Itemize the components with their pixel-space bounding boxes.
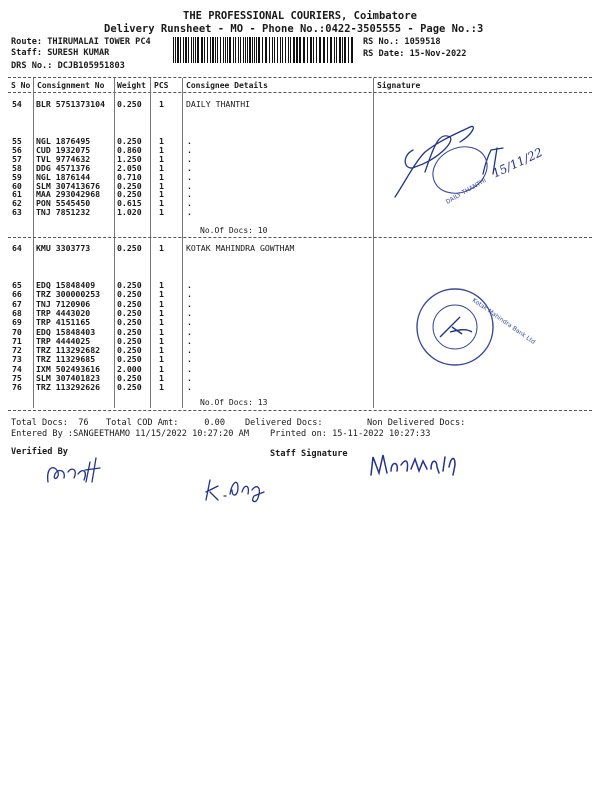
row-weight: 1.250	[117, 153, 142, 164]
row-sno: 59	[12, 171, 22, 182]
consignee-dot: .	[187, 144, 192, 155]
row-sno: 71	[12, 335, 22, 346]
row-pcs: 1	[159, 326, 164, 337]
row-sno: 56	[12, 144, 22, 155]
route: Route: THIRUMALAI TOWER PC4	[11, 37, 151, 47]
row-consignment-no: TRZ 113292626	[36, 382, 101, 393]
row-sno: 70	[12, 326, 22, 337]
row-weight: 0.615	[117, 198, 142, 209]
daily-thanthi-stamp-text: DAILY THANTHI	[444, 177, 488, 206]
row-sno: 76	[12, 382, 22, 393]
barcode-bar	[252, 37, 253, 63]
barcode-bar	[316, 37, 317, 63]
row-consignment-no: SLM 307413676	[36, 180, 101, 191]
consignee-dot: .	[187, 345, 192, 356]
barcode-bar	[225, 37, 226, 63]
row-sno: 60	[12, 180, 22, 191]
barcode-bar	[351, 37, 353, 63]
consignee-dot: .	[187, 198, 192, 209]
barcode-bar	[233, 37, 234, 63]
barcode-bar	[272, 37, 273, 63]
row-consignment-no: NGL 1876144	[36, 171, 91, 182]
barcode-bar	[197, 37, 199, 63]
row-sno: 62	[12, 198, 22, 209]
barcode-bar	[296, 37, 298, 63]
row-consignment-no: TRP 4151165	[36, 317, 91, 328]
barcode-bar	[217, 37, 218, 63]
row-pcs: 1	[159, 289, 164, 300]
row-consignment-no: MAA 293042968	[36, 189, 101, 200]
runsheet-title: Delivery Runsheet - MO - Phone No.:0422-3505555 - Page No.:3	[104, 23, 484, 35]
consignee-dot: .	[187, 317, 192, 328]
total-docs: Total Docs: 76	[11, 418, 89, 428]
consignee-dot: .	[187, 335, 192, 346]
barcode-bar	[185, 37, 187, 63]
handwritten-date: 15/11/22	[490, 145, 545, 181]
barcode-bar	[323, 37, 325, 63]
barcode-bar	[327, 37, 328, 63]
barcode-bar	[193, 37, 194, 63]
row-pcs: 1	[159, 144, 164, 155]
row-sno: 74	[12, 363, 22, 374]
row-weight: 2.000	[117, 363, 142, 374]
staff-signature	[198, 470, 278, 510]
row-weight: 2.050	[117, 162, 142, 173]
row-sno: 67	[12, 298, 22, 309]
consignee-dot: .	[187, 363, 192, 374]
barcode-bar	[265, 37, 267, 63]
consignee-dot: .	[187, 207, 192, 218]
row-weight: 0.250	[117, 136, 142, 146]
consignee-dot: .	[187, 373, 192, 383]
barcode-bar	[330, 37, 332, 63]
row-sno: 61	[12, 189, 22, 200]
row-consignment-no: DDG 4571376	[36, 162, 91, 173]
row-weight: 0.250	[117, 373, 142, 383]
row-pcs: 1	[159, 335, 164, 346]
row-consignment-no: CUD 1932075	[36, 144, 91, 155]
row-weight: 0.250	[117, 280, 142, 290]
barcode-bar	[220, 37, 221, 63]
entered-by: Entered By :SANGEETHAMO 11/15/2022 10:27:20 AM	[11, 429, 249, 439]
consignee-dot: .	[187, 326, 192, 337]
row-pcs: 1	[159, 382, 164, 393]
row-sno: 72	[12, 345, 22, 356]
row-consignment-no: TNJ 7120906	[36, 298, 91, 309]
row-pcs: 1	[159, 373, 164, 383]
drs-number: DRS No.: DCJB105951803	[11, 61, 125, 71]
table-row: 54 BLR 5751373104 0.250 1 DAILY THANTHI	[12, 99, 251, 109]
row-sno: 75	[12, 373, 22, 383]
column-weight: Weight	[117, 81, 146, 90]
row-pcs: 1	[159, 136, 164, 146]
row-pcs: 1	[159, 207, 164, 218]
row-weight: 0.250	[117, 189, 142, 200]
row-weight: 0.250	[117, 180, 142, 191]
consignee-dot: .	[187, 171, 192, 182]
barcode-bar	[277, 37, 278, 63]
barcode-bar	[254, 37, 255, 63]
row-pcs: 1	[159, 345, 164, 356]
row-weight: 0.250	[117, 345, 142, 356]
barcode-bar	[303, 37, 305, 63]
consignee-dot: .	[187, 189, 192, 200]
rs-number: RS No.: 1059518	[363, 37, 441, 47]
row-sno: 65	[12, 280, 22, 290]
row-weight: 0.250	[117, 307, 142, 318]
column-consignment: Consignment No	[37, 81, 105, 90]
barcode-bar	[258, 37, 260, 63]
row-sno: 55	[12, 136, 22, 146]
receiver-signature	[365, 445, 465, 485]
barcode-bar	[256, 37, 257, 63]
kotak-stamp	[410, 282, 537, 382]
kotak-stamp-text: Kotak Mahindra Bank Ltd	[470, 296, 537, 346]
row-pcs: 1	[159, 162, 164, 173]
barcode-bar	[336, 37, 337, 63]
total-cod: Total COD Amt: 0.00	[106, 418, 225, 428]
row-consignment-no: TVL 9774632	[36, 153, 91, 164]
barcode-bar	[290, 37, 291, 63]
barcode-bar	[210, 37, 211, 63]
daily-thanthi-stamp-signature	[385, 112, 545, 212]
row-sno: 58	[12, 162, 22, 173]
barcode-bar	[299, 37, 301, 63]
barcode-bar	[207, 37, 208, 63]
row-weight: 0.250	[117, 382, 142, 393]
column-signature: Signature	[377, 81, 421, 90]
barcode-bar	[201, 37, 203, 63]
row-sno: 73	[12, 354, 22, 365]
column-consignee: Consignee Details	[186, 81, 268, 90]
consignee-name: DAILY THANTHI	[186, 99, 251, 109]
barcode-bar	[293, 37, 295, 63]
barcode-bar	[195, 37, 196, 63]
row-pcs: 1	[159, 354, 164, 365]
row-weight: 0.250	[117, 317, 142, 328]
row-pcs: 1	[159, 317, 164, 328]
rs-date: RS Date: 15-Nov-2022	[363, 49, 467, 59]
barcode-bar	[183, 37, 184, 63]
barcode-bar	[191, 37, 192, 63]
barcode-bar	[235, 37, 236, 63]
barcode-bar	[180, 37, 181, 63]
barcode	[173, 37, 355, 63]
barcode-bar	[223, 37, 224, 63]
barcode-bar	[215, 37, 216, 63]
barcode-bar	[310, 37, 312, 63]
table-row: 64 KMU 3303773 0.250 1 KOTAK MAHINDRA GOWTHAM	[12, 243, 295, 253]
staff-signature-label: Staff Signature	[270, 449, 348, 459]
row-consignment-no: EDQ 15848403	[36, 326, 96, 337]
row-sno: 68	[12, 307, 22, 318]
barcode-bar	[212, 37, 214, 63]
barcode-bar	[245, 37, 246, 63]
row-pcs: 1	[159, 180, 164, 191]
barcode-bar	[334, 37, 335, 63]
barcode-bar	[344, 37, 346, 63]
consignee-dot: .	[187, 162, 192, 173]
barcode-bar	[348, 37, 349, 63]
barcode-bar	[269, 37, 270, 63]
verifier-signature	[40, 452, 120, 492]
row-pcs: 1	[159, 298, 164, 309]
staff: Staff: SURESH KUMAR	[11, 48, 110, 58]
row-pcs: 1	[159, 189, 164, 200]
consignee-dot: .	[187, 307, 192, 318]
consignee-dot: .	[187, 153, 192, 164]
barcode-bar	[227, 37, 228, 63]
barcode-bar	[307, 37, 308, 63]
consignee-name: KOTAK MAHINDRA GOWTHAM	[186, 243, 295, 253]
stamp-outer-ring	[417, 289, 493, 365]
group-doc-count: No.Of Docs: 10	[200, 226, 268, 235]
row-consignment-no: TRZ 300000253	[36, 289, 101, 300]
barcode-bar	[249, 37, 251, 63]
row-weight: 0.710	[117, 171, 142, 182]
barcode-bar	[204, 37, 205, 63]
non-delivered-docs: Non Delivered Docs:	[367, 418, 466, 428]
row-consignment-no: SLM 307401823	[36, 373, 101, 383]
row-consignment-no: TNJ 7851232	[36, 207, 91, 218]
stamp-signature	[440, 317, 472, 337]
row-weight: 0.250	[117, 289, 142, 300]
barcode-bar	[339, 37, 341, 63]
company-name: THE PROFESSIONAL COURIERS, Coimbatore	[183, 10, 417, 22]
consignee-dot: .	[187, 136, 192, 146]
group-doc-count: No.Of Docs: 13	[200, 398, 268, 407]
consignee-dot: .	[187, 298, 192, 309]
column-sno: S No	[11, 81, 31, 90]
barcode-bar	[238, 37, 239, 63]
consignee-dot: .	[187, 354, 192, 365]
row-weight: 0.250	[117, 354, 142, 365]
barcode-bar	[243, 37, 244, 63]
barcode-bar	[280, 37, 281, 63]
barcode-bar	[247, 37, 248, 63]
consignee-dot: .	[187, 280, 192, 290]
barcode-bar	[173, 37, 174, 63]
row-sno: 57	[12, 153, 22, 164]
row-consignment-no: TRP 4443020	[36, 307, 91, 318]
row-pcs: 1	[159, 307, 164, 318]
row-sno: 69	[12, 317, 22, 328]
row-consignment-no: TRP 4444025	[36, 335, 91, 346]
table-row	[0, 382, 600, 392]
consignee-dot: .	[187, 180, 192, 191]
row-weight: 0.860	[117, 144, 142, 155]
row-consignment-no: NGL 1876495	[36, 136, 91, 146]
row-weight: 0.250	[117, 326, 142, 337]
printed-on: Printed on: 15-11-2022 10:27:33	[270, 429, 431, 439]
row-consignment-no: TRZ 113292682	[36, 345, 101, 356]
barcode-bar	[342, 37, 343, 63]
barcode-bar	[313, 37, 314, 63]
row-consignment-no: TRZ 11329685	[36, 354, 96, 365]
verified-by-label: Verified By	[11, 447, 68, 457]
barcode-bar	[262, 37, 263, 63]
row-sno: 63	[12, 207, 22, 218]
row-sno: 66	[12, 289, 22, 300]
consignee-dot: .	[187, 289, 192, 300]
barcode-bar	[175, 37, 176, 63]
barcode-bar	[274, 37, 275, 63]
row-weight: 0.250	[117, 298, 142, 309]
barcode-bar	[240, 37, 241, 63]
row-pcs: 1	[159, 153, 164, 164]
stamp-inner-ring	[433, 305, 477, 349]
row-consignment-no: PON 5545450	[36, 198, 91, 209]
row-consignment-no: IXM 502493616	[36, 363, 101, 374]
row-pcs: 1	[159, 198, 164, 209]
barcode-bar	[229, 37, 231, 63]
row-weight: 1.020	[117, 207, 142, 218]
consignee-dot: .	[187, 382, 192, 393]
row-weight: 0.250	[117, 335, 142, 346]
column-pcs: PCS	[154, 81, 169, 90]
barcode-bar	[319, 37, 321, 63]
barcode-bar	[282, 37, 283, 63]
row-pcs: 1	[159, 171, 164, 182]
barcode-bar	[188, 37, 189, 63]
barcode-bar	[288, 37, 289, 63]
barcode-bar	[285, 37, 286, 63]
row-pcs: 1	[159, 363, 164, 374]
delivered-docs: Delivered Docs:	[245, 418, 323, 428]
row-pcs: 1	[159, 280, 164, 290]
row-consignment-no: EDQ 15848409	[36, 280, 96, 290]
barcode-bar	[177, 37, 179, 63]
